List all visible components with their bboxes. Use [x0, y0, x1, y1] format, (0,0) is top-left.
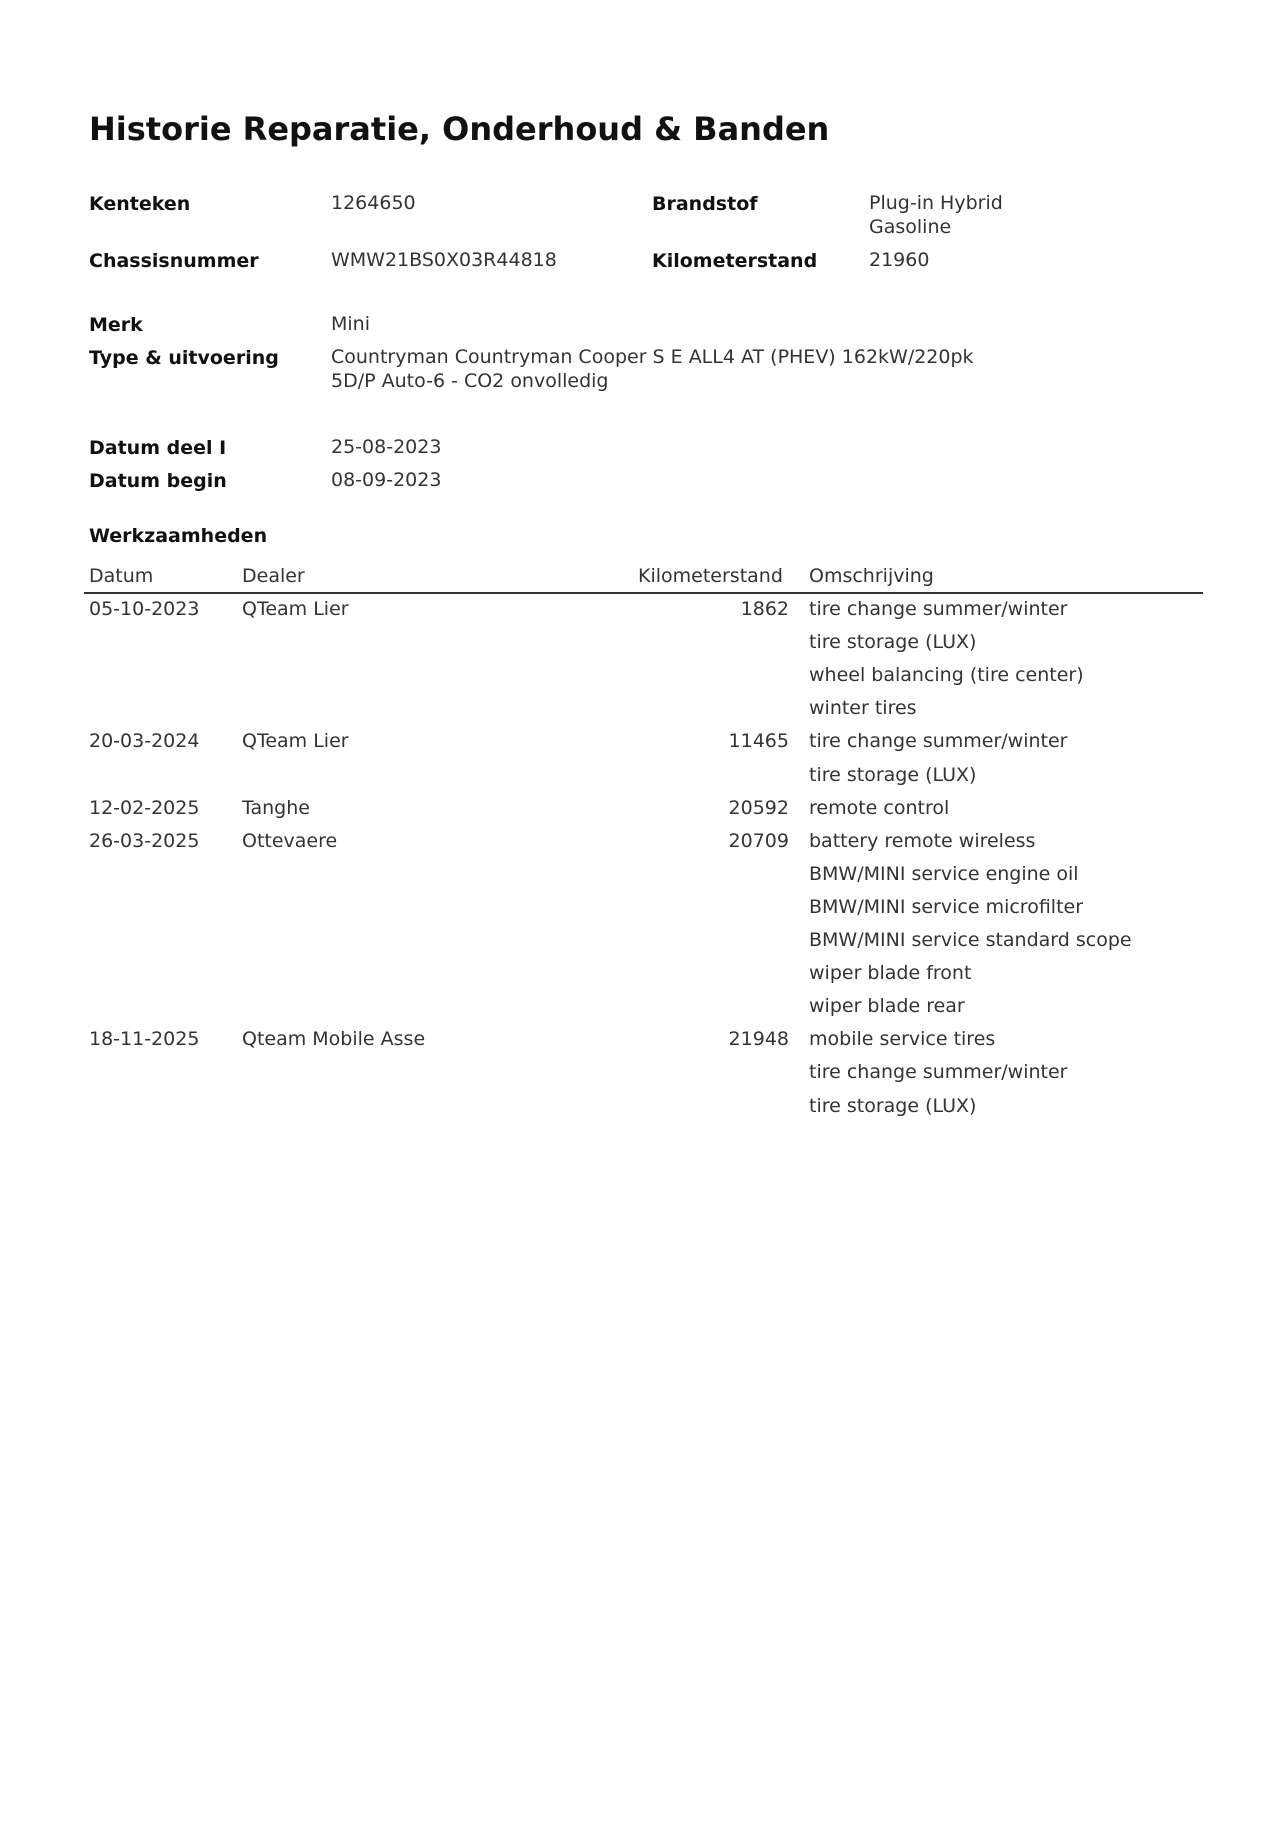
table-cell-omschrijving: battery remote wireless: [809, 829, 1036, 852]
table-cell-kilometerstand: 20709: [728, 829, 789, 852]
table-cell-datum: 26-03-2025: [89, 829, 200, 852]
table-cell-omschrijving: wiper blade front: [809, 962, 972, 985]
brandstof-label: Brandstof: [652, 193, 758, 215]
kenteken-value: 1264650: [331, 192, 416, 214]
chassis-value: WMW21BS0X03R44818: [331, 249, 557, 271]
table-cell-kilometerstand: 11465: [728, 730, 789, 753]
table-cell-omschrijving: tire storage (LUX): [809, 631, 977, 654]
table-cell-omschrijving: mobile service tires: [809, 1028, 996, 1051]
table-cell-datum: 18-11-2025: [89, 1028, 200, 1051]
table-cell-omschrijving: wheel balancing (tire center): [809, 664, 1084, 687]
werkzaamheden-heading: Werkzaamheden: [89, 525, 268, 547]
table-cell-omschrijving: wiper blade rear: [809, 995, 965, 1018]
type-label: Type & uitvoering: [89, 347, 279, 369]
column-header-dealer: Dealer: [242, 565, 305, 587]
table-cell-dealer: Qteam Mobile Asse: [242, 1028, 426, 1051]
column-header-omschrijving: Omschrijving: [809, 565, 934, 587]
table-cell-omschrijving: winter tires: [809, 697, 917, 720]
table-cell-omschrijving: BMW/MINI service engine oil: [809, 862, 1079, 885]
kenteken-label: Kenteken: [89, 193, 191, 215]
table-cell-omschrijving: BMW/MINI service standard scope: [809, 929, 1132, 951]
datum-begin-label: Datum begin: [89, 470, 227, 492]
kilometerstand-label: Kilometerstand: [652, 250, 818, 272]
table-cell-dealer: Tanghe: [242, 796, 310, 819]
table-cell-dealer: QTeam Lier: [242, 598, 349, 620]
table-cell-datum: 05-10-2023: [89, 598, 200, 620]
merk-value: Mini: [331, 313, 370, 335]
brandstof-value-line1: Plug-in Hybrid: [869, 192, 1003, 214]
table-cell-omschrijving: tire change summer/winter: [809, 730, 1068, 753]
table-cell-omschrijving: BMW/MINI service microfilter: [809, 895, 1084, 918]
chassis-label: Chassisnummer: [89, 250, 259, 272]
table-cell-kilometerstand: 1862: [740, 598, 789, 620]
table-cell-datum: 20-03-2024: [89, 730, 200, 753]
table-cell-omschrijving: tire change summer/winter: [809, 1061, 1068, 1084]
page-title: Historie Reparatie, Onderhoud & Banden: [89, 110, 830, 148]
table-cell-datum: 12-02-2025: [89, 796, 200, 819]
table-header-divider: [84, 592, 1203, 594]
datum-deel-value: 25-08-2023: [331, 436, 442, 458]
table-cell-omschrijving: tire change summer/winter: [809, 598, 1068, 620]
table-cell-omschrijving: tire storage (LUX): [809, 763, 977, 786]
brandstof-value-line2: Gasoline: [869, 216, 952, 238]
merk-label: Merk: [89, 314, 143, 336]
datum-deel-label: Datum deel I: [89, 437, 227, 459]
table-cell-dealer: Ottevaere: [242, 829, 338, 852]
column-header-kilometerstand: Kilometerstand: [638, 565, 783, 587]
type-value-line1: Countryman Countryman Cooper S E ALL4 AT (PHEV) 162kW/220pk: [331, 346, 974, 368]
table-cell-omschrijving: remote control: [809, 796, 950, 819]
column-header-datum: Datum: [89, 565, 154, 587]
kilometerstand-value: 21960: [869, 249, 930, 271]
type-value-line2: 5D/P Auto-6 - CO2 onvolledig: [331, 370, 609, 392]
table-cell-dealer: QTeam Lier: [242, 730, 349, 753]
table-cell-omschrijving: tire storage (LUX): [809, 1094, 977, 1117]
table-cell-kilometerstand: 21948: [728, 1028, 789, 1051]
datum-begin-value: 08-09-2023: [331, 469, 442, 491]
table-cell-kilometerstand: 20592: [728, 796, 789, 819]
